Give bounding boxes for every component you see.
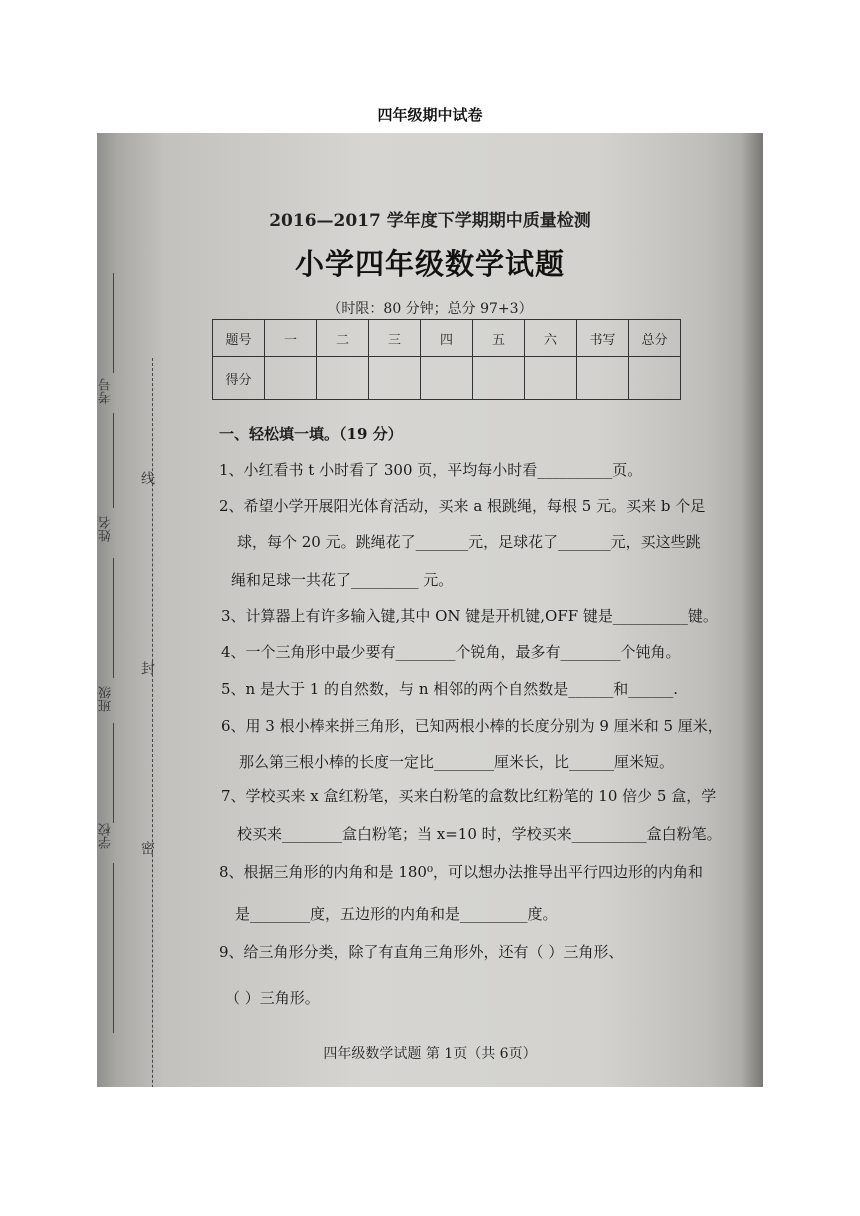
question-line: 3、计算器上有许多输入键,其中 ON 键是开机键,OFF 键是__________键。	[221, 607, 718, 625]
binding-label-exam-no: 考号	[99, 378, 114, 404]
score-cell	[317, 357, 369, 400]
binding-label-school: 学校	[99, 823, 114, 849]
score-header-cell: 书写	[577, 320, 629, 357]
score-row-label: 得分	[213, 357, 265, 400]
time-note: （时限：80 分钟；总分 97+3）	[327, 301, 533, 317]
question-line: 6、用 3 根小棒来拼三角形，已知两根小棒的长度分别为 9 厘米和 5 厘米，	[221, 717, 723, 735]
question-line: 是________度，五边形的内角和是_________度。	[235, 905, 558, 923]
score-header-cell: 总分	[629, 320, 681, 357]
question-line: 5、n 是大于 1 的自然数，与 n 相邻的两个自然数是______和______.	[221, 680, 679, 698]
page-footer: 四年级数学试题 第 1页（共 6页）	[323, 1046, 537, 1062]
score-cell	[421, 357, 473, 400]
question-line: 9、给三角形分类，除了有直角三角形外，还有（ ）三角形、	[219, 943, 624, 961]
score-header-cell: 题号	[213, 320, 265, 357]
score-header-cell: 二	[317, 320, 369, 357]
binding-rule-bottom	[113, 863, 114, 1033]
score-cell	[265, 357, 317, 400]
question-line: 4、一个三角形中最少要有________个锐角，最多有________个钝角。	[221, 643, 681, 661]
question-line: 7、学校买来 x 盒红粉笔，买来白粉笔的盒数比红粉笔的 10 倍少 5 盒，学	[221, 787, 717, 805]
seal-char-line: 线	[139, 471, 155, 485]
binding-label-name: 姓名	[99, 516, 114, 542]
score-table	[212, 319, 681, 400]
page-header: 四年级期中试卷	[377, 106, 483, 124]
exam-title: 小学四年级数学试题	[294, 247, 565, 281]
question-line: 2、希望小学开展阳光体育活动，买来 a 根跳绳，每根 5 元。买来 b 个足	[219, 497, 706, 515]
binding-rule-school	[113, 723, 114, 823]
score-table-score-row	[213, 357, 681, 400]
binding-dashed-line	[152, 358, 153, 1087]
binding-label-class: 班级	[99, 686, 114, 712]
binding-rule-class	[113, 558, 114, 678]
score-header-cell: 三	[369, 320, 421, 357]
score-cell	[369, 357, 421, 400]
binding-rule-name	[113, 413, 114, 508]
score-table-header-row	[213, 320, 681, 357]
exam-photo	[97, 133, 763, 1087]
question-line: 校买来________盒白粉笔；当 x=10 时，学校买来__________盒白粉笔。	[237, 825, 722, 843]
score-cell	[629, 357, 681, 400]
score-header-cell: 六	[525, 320, 577, 357]
score-cell	[525, 357, 577, 400]
question-line: 8、根据三角形的内角和是 180⁰，可以想办法推导出平行四边形的内角和	[219, 863, 703, 881]
question-line: 球，每个 20 元。跳绳花了_______元，足球花了_______元，买这些跳	[237, 533, 701, 551]
question-line: 绳和足球一共花了_________ 元。	[231, 571, 454, 589]
exam-subtitle: 2016—2017 学年度下学期期中质量检测	[269, 211, 591, 231]
score-header-cell: 五	[473, 320, 525, 357]
binding-rule-exam-no	[113, 273, 114, 373]
question-line: 1、小红看书 t 小时看了 300 页，平均每小时看__________页。	[219, 461, 643, 479]
score-header-cell: 四	[421, 320, 473, 357]
score-header-cell: 一	[265, 320, 317, 357]
seal-char-secret: 密	[139, 841, 155, 855]
question-line: 那么第三根小棒的长度一定比________厘米长，比______厘米短。	[239, 753, 675, 771]
section-1-title: 一、轻松填一填。（19 分）	[219, 425, 403, 443]
score-cell	[473, 357, 525, 400]
question-line: （ ）三角形。	[225, 989, 320, 1007]
score-cell	[577, 357, 629, 400]
seal-char-seal: 封	[139, 661, 155, 675]
